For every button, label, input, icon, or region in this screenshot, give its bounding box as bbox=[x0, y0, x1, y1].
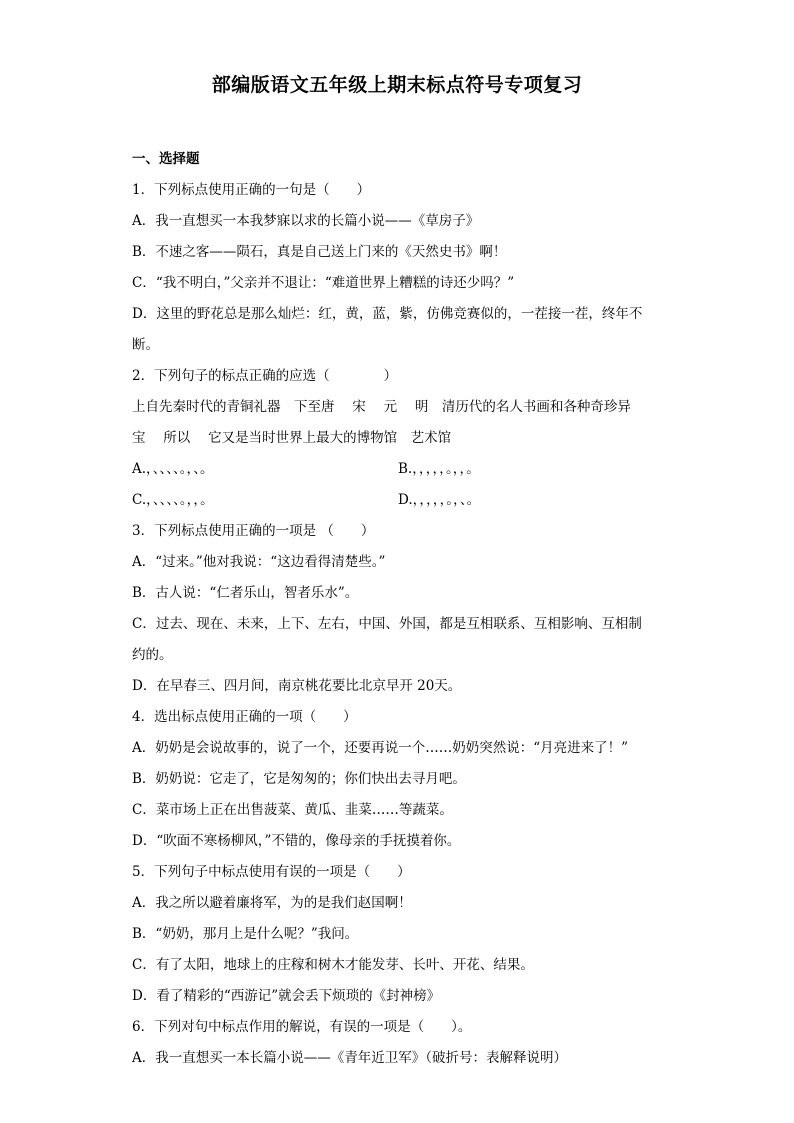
q5-option-d: D．看了精彩的“西游记”就会丢下烦琐的《封神榜》 bbox=[132, 988, 441, 1004]
section-heading: 一、选择题 bbox=[132, 151, 200, 167]
q2-option-c: C.，、、、、。，，。 bbox=[132, 492, 214, 508]
q1-option-d: D．这里的野花总是那么灿烂：红，黄，蓝，紫，仿佛竞赛似的，一茬接一茬，终年不 bbox=[132, 306, 643, 322]
q5-option-a: A．我之所以避着廉将军，为的是我们赵国啊！ bbox=[132, 895, 412, 911]
q1-option-a: A．我一直想买一本我梦寐以求的长篇小说——《草房子》 bbox=[132, 213, 480, 229]
q3-option-b: B．古人说：“仁者乐山，智者乐水”。 bbox=[132, 585, 359, 601]
q4-stem: 4．选出标点使用正确的一项（ ） bbox=[132, 709, 357, 725]
q4-option-b: B．奶奶说：它走了，它是匆匆的；你们快出去寻月吧。 bbox=[132, 771, 466, 787]
q2-options-row-1 bbox=[132, 454, 664, 485]
q1-option-d-cont: 断。 bbox=[132, 337, 159, 353]
q2-options-row-2 bbox=[132, 485, 664, 516]
q2-option-b: B.，，，，，。，，。 bbox=[398, 461, 480, 477]
q1-option-b: B．不速之客——陨石，真是自己送上门来的《天然史书》啊！ bbox=[132, 244, 507, 260]
q3-option-c-cont: 约的。 bbox=[132, 647, 173, 663]
q6-stem: 6．下列对句中标点作用的解说，有误的一项是（ ）。 bbox=[132, 1019, 472, 1035]
q2-passage-cont: 宝 所以 它又是当时世界上最大的博物馆 艺术馆 bbox=[132, 430, 452, 446]
q3-option-a: A．“过来。”他对我说：“这边看得清楚些。” bbox=[132, 554, 386, 570]
q5-stem: 5．下列句子中标点使用有误的一项是（ ） bbox=[132, 864, 411, 880]
question-list bbox=[132, 144, 664, 1074]
q5-option-c: C．有了太阳，地球上的庄稼和树木才能发芽、长叶、开花、结果。 bbox=[132, 957, 534, 973]
q1-option-c: C．“我不明白，”父亲并不退让：“难道世界上糟糕的诗还少吗？” bbox=[132, 275, 515, 291]
q6-option-a: A．我一直想买一本长篇小说——《青年近卫军》（破折号：表解释说明） bbox=[132, 1050, 567, 1066]
q3-option-d: D．在早春三、四月间，南京桃花要比北京早开 20天。 bbox=[132, 678, 462, 694]
q4-option-d: D．“吹面不寒杨柳风，”不错的，像母亲的手抚摸着你。 bbox=[132, 833, 461, 849]
q3-option-c: C．过去、现在、未来，上下、左右，中国、外国，都是互相联系、互相影响、互相制 bbox=[132, 616, 642, 632]
q1-stem: 1．下列标点使用正确的一句是（ ） bbox=[132, 182, 371, 198]
q2-option-d: D.，，，，，。，、。 bbox=[398, 492, 481, 508]
q3-stem: 3．下列标点使用正确的一项是 （ ） bbox=[132, 523, 375, 539]
q2-stem: 2．下列句子的标点正确的应选（ ） bbox=[132, 368, 398, 384]
q5-option-b: B．“奶奶，那月上是什么呢？”我问。 bbox=[132, 926, 359, 942]
q4-option-c: C．菜市场上正在出售菠菜、黄瓜、韭菜……等蔬菜。 bbox=[132, 802, 453, 818]
q2-option-a: A.，、、、、。，、。 bbox=[132, 461, 214, 477]
page-title: 部编版语文五年级上期末标点符号专项复习 bbox=[211, 74, 583, 96]
q2-passage: 上自先秦时代的青铜礼器 下至唐 宋 元 明 清历代的名人书画和各种奇珍异 bbox=[132, 399, 631, 415]
q4-option-a: A．奶奶是会说故事的，说了一个，还要再说一个……奶奶突然说：“月亮进来了！” bbox=[132, 740, 629, 756]
